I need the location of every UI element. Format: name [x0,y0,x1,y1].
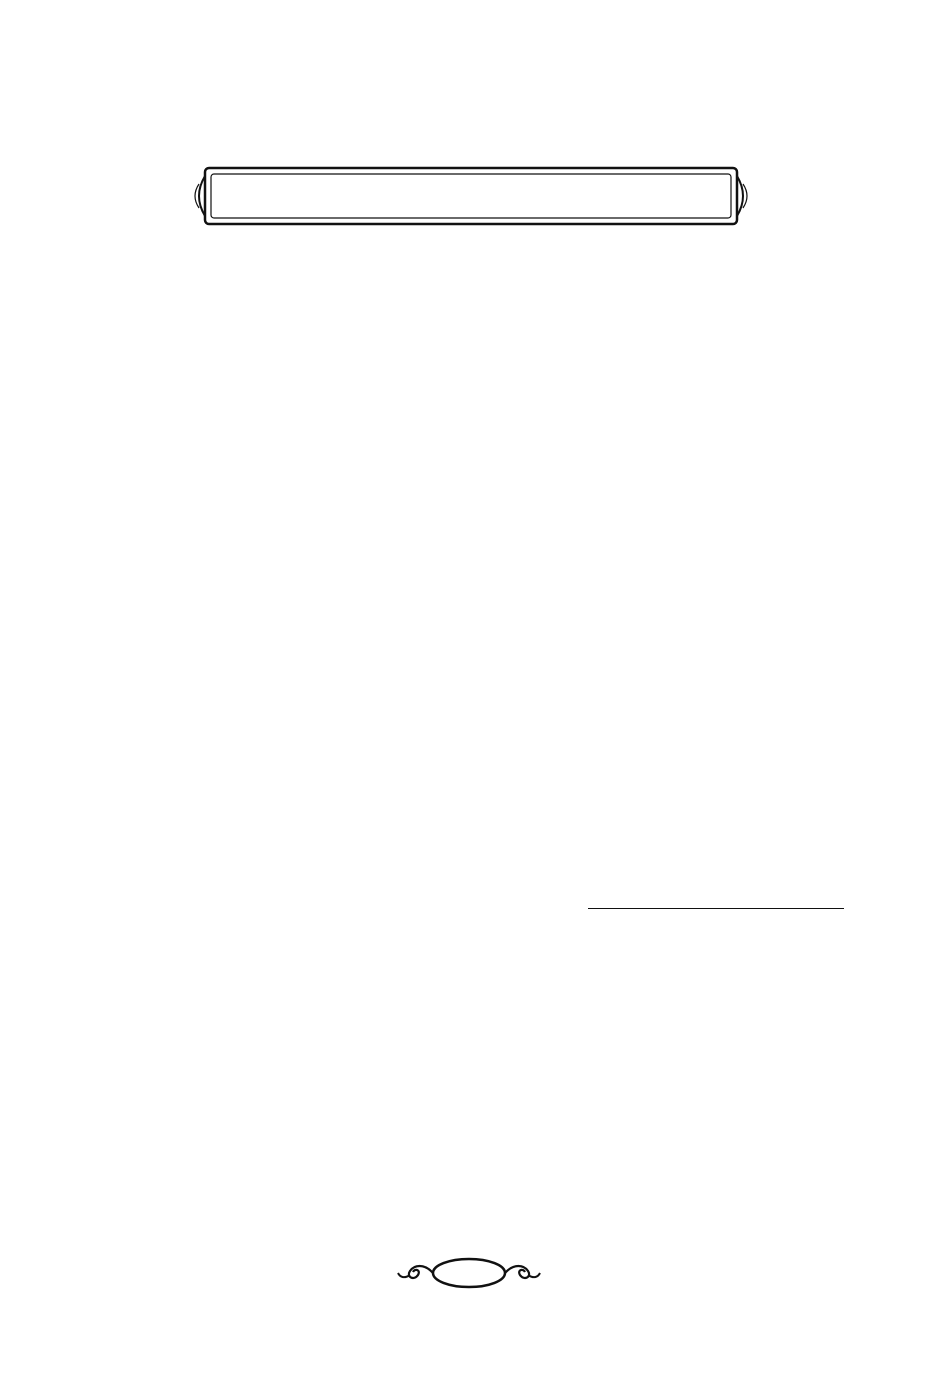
section-heading [191,164,751,228]
section-heading-frame [191,164,751,228]
main-text [98,82,843,246]
footnote-divider [588,908,844,909]
page-number [396,1253,542,1293]
section-separator [98,94,843,136]
page-number-frame [396,1253,542,1293]
